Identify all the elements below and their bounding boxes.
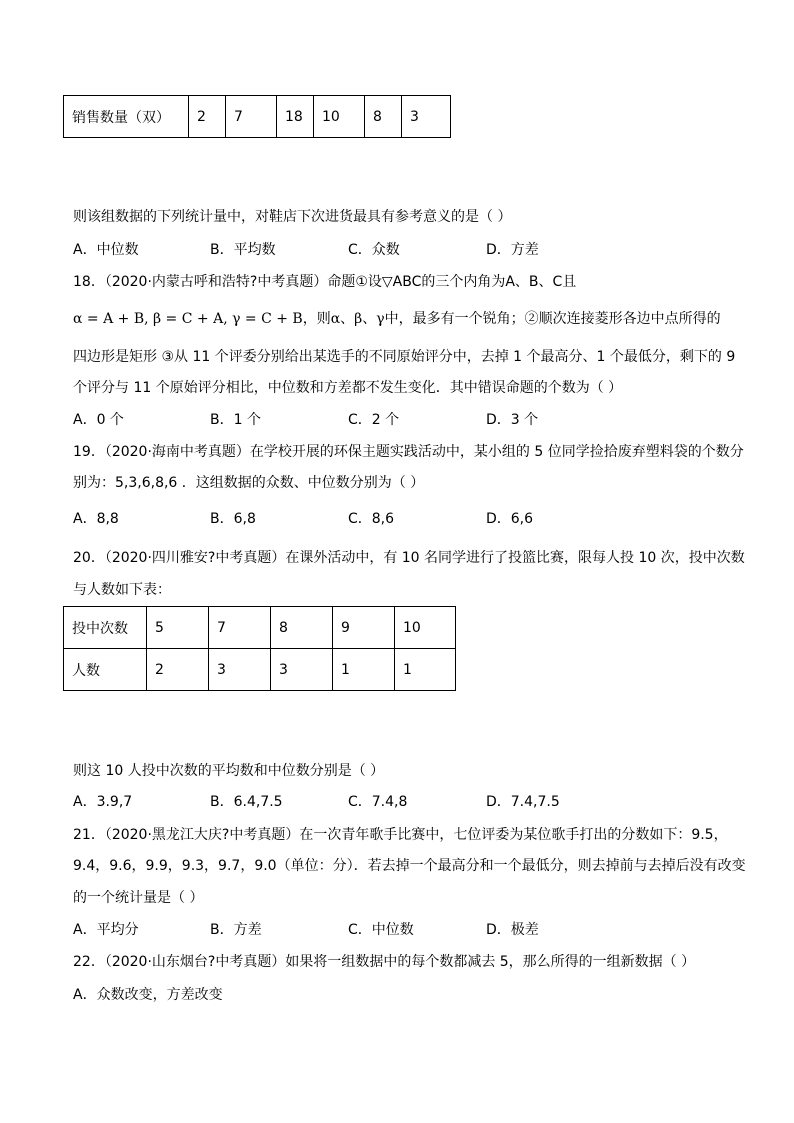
q21-option-a[interactable]: A．平均分 bbox=[73, 922, 139, 938]
table-cell: 7 bbox=[209, 607, 271, 649]
q19-option-d[interactable]: D．6,6 bbox=[486, 511, 534, 527]
q20-stem: 则这 10 人投中次数的平均数和中位数分别是（ ） bbox=[73, 763, 385, 779]
table-cell: 1 bbox=[395, 649, 456, 691]
sales-table bbox=[63, 95, 451, 138]
q21-option-d[interactable]: D．极差 bbox=[486, 922, 539, 938]
table-header-cell: 人数 bbox=[64, 649, 147, 691]
table-cell: 9 bbox=[333, 607, 395, 649]
table-cell: 3 bbox=[402, 96, 451, 138]
q18-option-c[interactable]: C．2 个 bbox=[348, 412, 400, 428]
table-cell: 2 bbox=[189, 96, 226, 138]
table-cell: 3 bbox=[209, 649, 271, 691]
q19-option-c[interactable]: C．8,6 bbox=[348, 511, 395, 527]
q22-line-1: 22．（2020·山东烟台?中考真题）如果将一组数据中的每个数都减去 5，那么所得的一组新数据（ ） bbox=[73, 954, 696, 970]
table-cell: 3 bbox=[271, 649, 333, 691]
table-cell: 8 bbox=[271, 607, 333, 649]
table-cell: 10 bbox=[395, 607, 456, 649]
shots-table bbox=[63, 606, 456, 691]
q18-line-2: α = A + B, β = C + A, γ = C + B，则α、β、γ中，最多有一个锐角；②顺次连接菱形各边中点所得的 bbox=[73, 311, 721, 327]
q18-option-b[interactable]: B．1 个 bbox=[210, 412, 261, 428]
q19-option-a[interactable]: A．8,8 bbox=[73, 511, 119, 527]
table-cell: 18 bbox=[277, 96, 314, 138]
table-header-cell: 投中次数 bbox=[64, 607, 147, 649]
table-header-cell: 销售数量（双） bbox=[64, 96, 189, 138]
q22-option-a[interactable]: A．众数改变，方差改变 bbox=[73, 987, 223, 1003]
q18-line-1: 18．（2020·内蒙古呼和浩特?中考真题）命题①设▽ABC的三个内角为A、B、C且 bbox=[73, 274, 577, 290]
table-cell: 8 bbox=[365, 96, 402, 138]
q20-option-a[interactable]: A．3.9,7 bbox=[73, 794, 133, 810]
q21-line-1: 21．（2020·黑龙江大庆?中考真题）在一次青年歌手比赛中，七位评委为某位歌手打出的分数如下：9.5， bbox=[73, 827, 728, 843]
q20-option-d[interactable]: D．7.4,7.5 bbox=[486, 794, 560, 810]
q19-option-b[interactable]: B．6,8 bbox=[210, 511, 256, 527]
table-cell: 5 bbox=[147, 607, 209, 649]
q19-line-1: 19．（2020·海南中考真题）在学校开展的环保主题实践活动中，某小组的 5 位同学捡拾废弃塑料袋的个数分 bbox=[73, 444, 744, 460]
q20-line-2: 与人数如下表： bbox=[73, 582, 171, 598]
q18-line-4: 个评分与 11 个原始评分相比，中位数和方差都不发生变化．其中错误命题的个数为（ ） bbox=[73, 380, 623, 396]
q18-option-a[interactable]: A．0 个 bbox=[73, 412, 124, 428]
q20-line-1: 20．（2020·四川雅安?中考真题）在课外活动中，有 10 名同学进行了投篮比赛，限每人投 10 次，投中次数 bbox=[73, 550, 745, 566]
q21-option-b[interactable]: B．方差 bbox=[210, 922, 262, 938]
q17-stem: 则该组数据的下列统计量中，对鞋店下次进货最具有参考意义的是（ ） bbox=[73, 209, 512, 225]
q17-option-c[interactable]: C．众数 bbox=[348, 242, 400, 258]
table-row bbox=[64, 607, 456, 649]
q20-option-b[interactable]: B．6.4,7.5 bbox=[210, 794, 283, 810]
q18-line-3: 四边形是矩形 ③从 11 个评委分别给出某选手的不同原始评分中，去掉 1 个最高分、1 个最低分，剩下的 9 bbox=[73, 349, 736, 365]
table-cell: 7 bbox=[226, 96, 277, 138]
q19-line-2: 别为：5,3,6,8,6 ．这组数据的众数、中位数分别为（ ） bbox=[73, 475, 425, 491]
q20-option-c[interactable]: C．7.4,8 bbox=[348, 794, 408, 810]
q18-option-d[interactable]: D．3 个 bbox=[486, 412, 539, 428]
q21-line-3: 的一个统计量是（ ） bbox=[73, 890, 204, 906]
table-row bbox=[64, 96, 451, 138]
q17-option-d[interactable]: D．方差 bbox=[486, 242, 539, 258]
table-cell: 1 bbox=[333, 649, 395, 691]
table-cell: 10 bbox=[314, 96, 365, 138]
q21-option-c[interactable]: C．中位数 bbox=[348, 922, 414, 938]
q17-option-b[interactable]: B．平均数 bbox=[210, 242, 276, 258]
q21-line-2: 9.4，9.6，9.9，9.3，9.7，9.0（单位：分）．若去掉一个最高分和一个最低分，则去掉前与去掉后没有改变 bbox=[73, 858, 746, 874]
table-row bbox=[64, 649, 456, 691]
q17-option-a[interactable]: A．中位数 bbox=[73, 242, 139, 258]
table-cell: 2 bbox=[147, 649, 209, 691]
